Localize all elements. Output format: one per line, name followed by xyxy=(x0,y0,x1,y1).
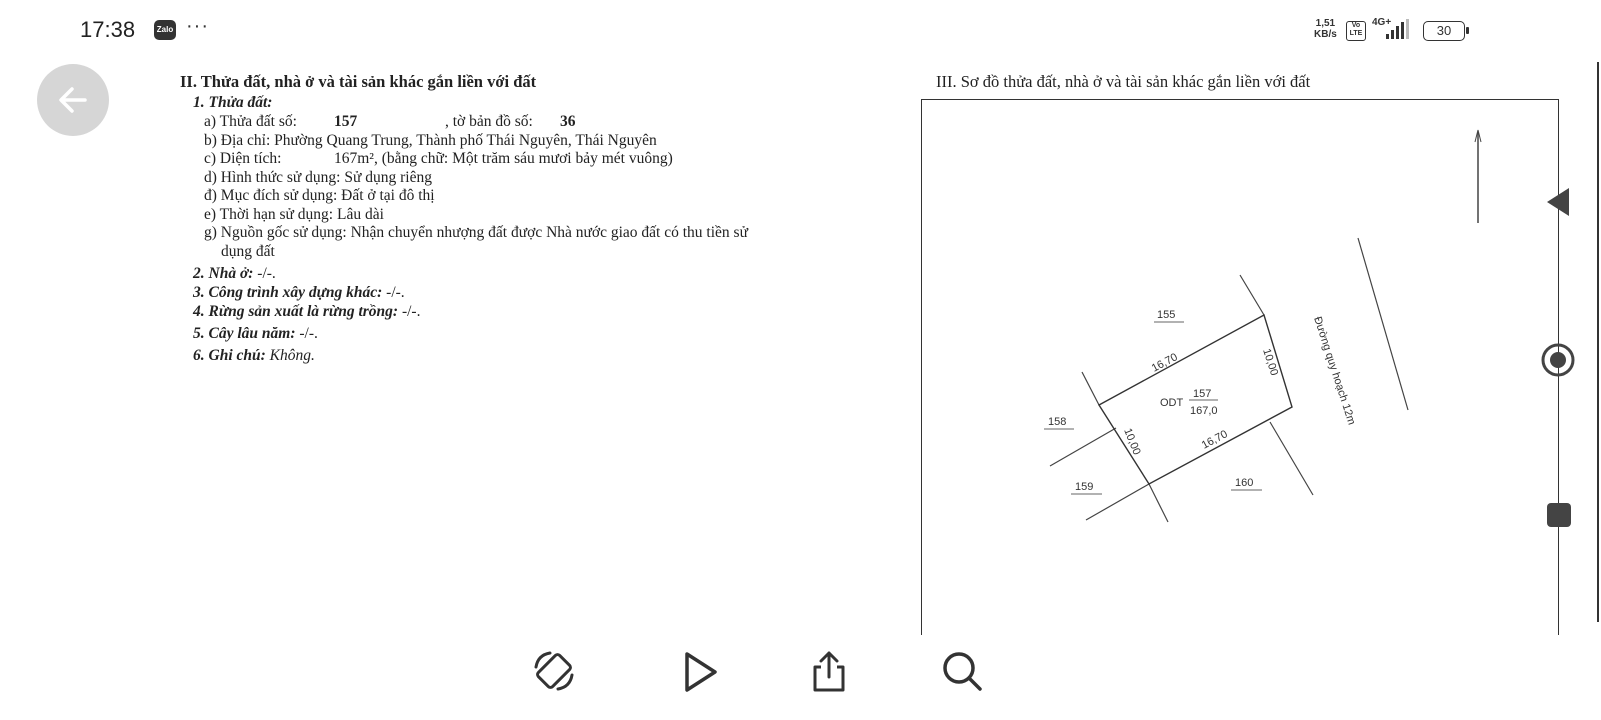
edge-right-length: 10,00 xyxy=(1260,347,1281,378)
usage-term: e) Thời hạn sử dụng: Lâu dài xyxy=(204,206,384,223)
boundary-line xyxy=(1240,275,1264,315)
land-type-label: ODT xyxy=(1160,397,1184,409)
other-construction-label: 3. Công trình xây dựng khác: xyxy=(193,284,383,301)
house-item xyxy=(193,265,276,283)
perennial-trees-label: 5. Cây lâu năm: xyxy=(193,325,296,342)
parcel-155-label: 155 xyxy=(1157,309,1176,321)
house-value: -/-. xyxy=(257,265,276,282)
page-edge xyxy=(1597,62,1599,622)
network-speed xyxy=(1314,18,1337,40)
note-value: Không. xyxy=(269,347,315,364)
edge-top-length: 16,70 xyxy=(1149,351,1180,375)
perennial-trees-item xyxy=(193,325,318,343)
more-notifications-icon: ··· xyxy=(186,15,209,37)
share-icon xyxy=(804,647,854,697)
map-sheet-label: , tờ bản đồ số: xyxy=(445,113,533,130)
search-button[interactable] xyxy=(938,647,988,697)
other-construction-value: -/-. xyxy=(386,284,405,301)
usage-form: d) Hình thức sử dụng: Sử dụng riêng xyxy=(204,169,432,186)
slideshow-button[interactable] xyxy=(675,647,725,697)
boundary-line xyxy=(1086,484,1149,520)
parcel-158-label: 158 xyxy=(1048,416,1067,428)
network-speed-value: 1,51 xyxy=(1315,18,1336,29)
boundary-line xyxy=(1082,372,1099,405)
battery-icon: 30 xyxy=(1423,21,1465,41)
map-sheet-number: 36 xyxy=(560,113,576,130)
road-edge-line xyxy=(1358,238,1408,410)
section-2-title: II. Thửa đất, nhà ở và tài sản khác gắn liền với đất xyxy=(180,72,537,91)
parcel-number: 157 xyxy=(334,113,358,130)
parcel-number-label: a) Thửa đất số: xyxy=(204,113,297,130)
signal-icon xyxy=(1372,18,1414,42)
other-construction-item xyxy=(193,284,405,302)
usage-origin: g) Nguồn gốc sử dụng: Nhận chuyển nhượng đất được Nhà nước giao đất có thu tiền sử xyxy=(204,224,748,241)
home-circle-icon[interactable] xyxy=(1540,342,1576,378)
land-map-diagram xyxy=(922,100,1558,640)
planted-forest-label: 4. Rừng sản xuất là rừng trồng: xyxy=(193,303,399,320)
recents-square-icon[interactable] xyxy=(1546,502,1572,528)
note-label: 6. Ghi chú: xyxy=(193,347,266,364)
search-icon xyxy=(938,647,988,697)
area-label: c) Diện tích: xyxy=(204,150,282,167)
network-type: 4G+ xyxy=(1372,17,1392,28)
edge-left-length: 10,00 xyxy=(1121,426,1143,457)
boundary-line xyxy=(1270,422,1313,495)
volte-icon: Vo LTE xyxy=(1346,21,1366,41)
status-bar xyxy=(0,0,1601,60)
rotate-icon xyxy=(530,647,580,697)
boundary-line xyxy=(1149,484,1168,522)
planted-forest-item xyxy=(193,303,420,321)
clock: 17:38 xyxy=(80,17,136,42)
parcel-159-label: 159 xyxy=(1075,481,1094,493)
network-speed-unit: KB/s xyxy=(1314,29,1337,40)
perennial-trees-value: -/-. xyxy=(299,325,318,342)
area-value: 167m², (bằng chữ: Một trăm sáu mươi bảy mét vuông) xyxy=(334,150,673,167)
boundary-line xyxy=(1050,428,1116,466)
house-label: 2. Nhà ở: xyxy=(193,265,254,282)
land-map-frame xyxy=(921,99,1559,640)
rotate-button[interactable] xyxy=(530,647,580,697)
share-button[interactable] xyxy=(804,647,854,697)
road-label: Đường quy hoạch 12m xyxy=(1311,315,1358,427)
note-item xyxy=(193,347,315,365)
viewer-toolbar xyxy=(0,635,1601,720)
zalo-notification-icon: Zalo xyxy=(154,20,176,40)
section-3-title: III. Sơ đồ thửa đất, nhà ở và tài sản khác gắn liền với đất xyxy=(936,72,1311,91)
usage-purpose: đ) Mục đích sử dụng: Đất ở tại đô thị xyxy=(204,187,435,204)
planted-forest-value: -/-. xyxy=(401,303,421,320)
back-triangle-icon[interactable] xyxy=(1545,186,1571,218)
land-parcel-heading: 1. Thửa đất: xyxy=(193,94,273,111)
play-icon xyxy=(675,647,725,697)
parcel-160-label: 160 xyxy=(1235,477,1254,489)
parcel-157-area: 167,0 xyxy=(1190,405,1218,417)
edge-bottom-length: 16,70 xyxy=(1199,428,1230,452)
usage-origin-continued: dụng đất xyxy=(221,243,275,260)
parcel-157-number: 157 xyxy=(1193,388,1212,400)
address: b) Địa chỉ: Phường Quang Trung, Thành phố Thái Nguyên, Thái Nguyên xyxy=(204,132,657,149)
